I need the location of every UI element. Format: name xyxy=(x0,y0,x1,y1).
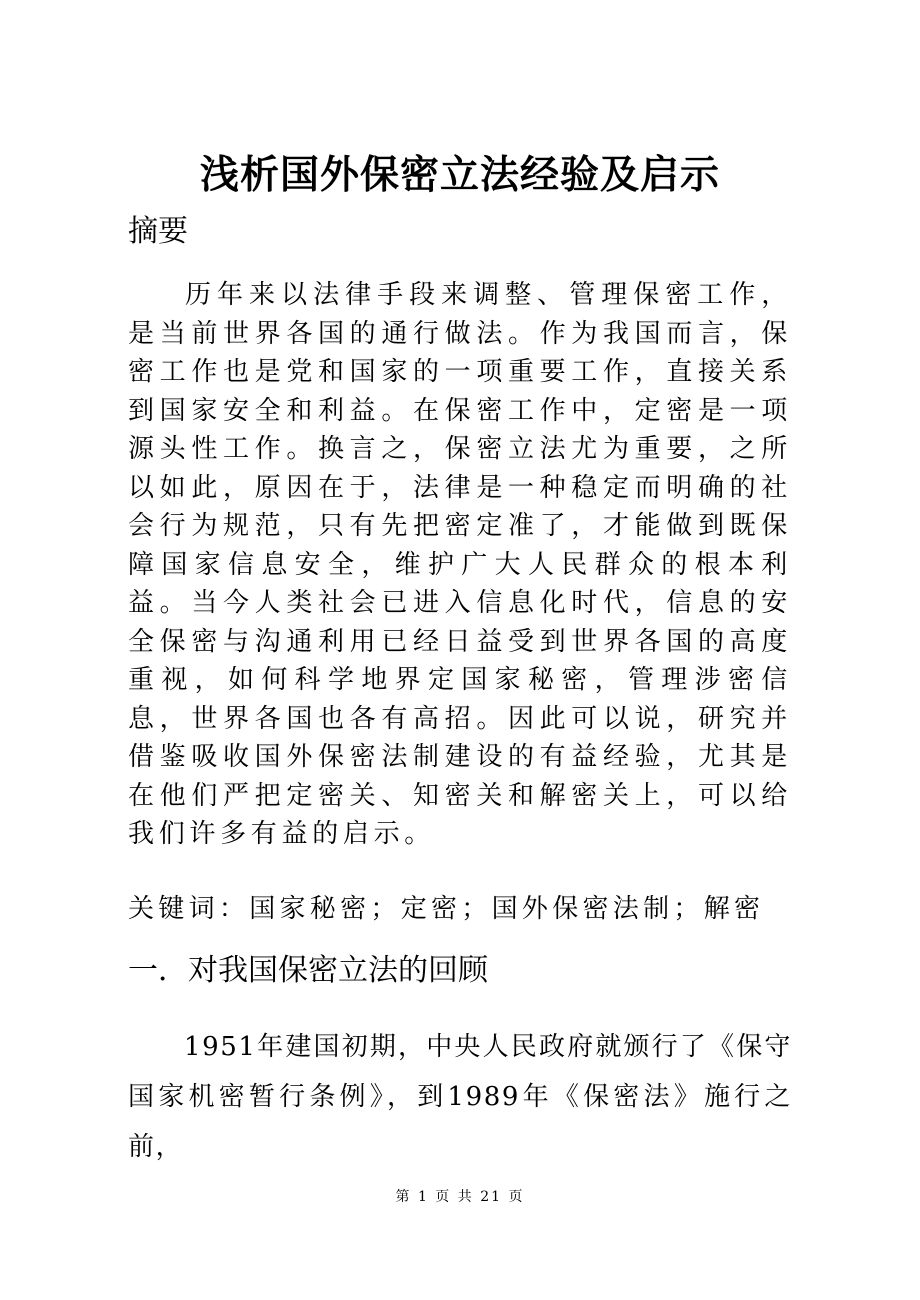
keywords-line: 关键词：国家秘密；定密；国外保密法制；解密 xyxy=(128,894,765,924)
abstract-paragraph: 历年来以法律手段来调整、管理保密工作，是当前世界各国的通行做法。作为我国而言，保密工作也是党和国家的一项重要工作，直接关系到国家安全和利益。在保密工作中，定密是一项源头性工作。换言之，保密立法尤为重要，之所以如此，原因在于，法律是一种稳定而明确的社会行为规范，只有先把密定准了，才能做到既保障国家信息安全，维护广大人民群众的根本利益。当今人类社会已进入信息化时代，信息的安全保密与沟通利用已经日益受到世界各国的高度重视，如何科学地界定国家秘密，管理涉密信息，世界各国也各有高招。因此可以说，研究并借鉴吸收国外保密法制建设的有益经验，尤其是在他们严把定密关、知密关和解密关上，可以给我们许多有益的启示。 xyxy=(128,280,792,849)
section-paragraph: 1951年建国初期，中央人民政府就颁行了《保守国家机密暂行条例》，到1989年《保密法》施行之前， xyxy=(128,1032,792,1162)
abstract-heading: 摘要 xyxy=(128,214,188,249)
page-footer: 第 1 页 共 21 页 xyxy=(395,1189,525,1205)
document-title: 浅析国外保密立法经验及启示 xyxy=(199,152,720,198)
section-heading: 一．对我国保密立法的回顾 xyxy=(128,953,488,988)
